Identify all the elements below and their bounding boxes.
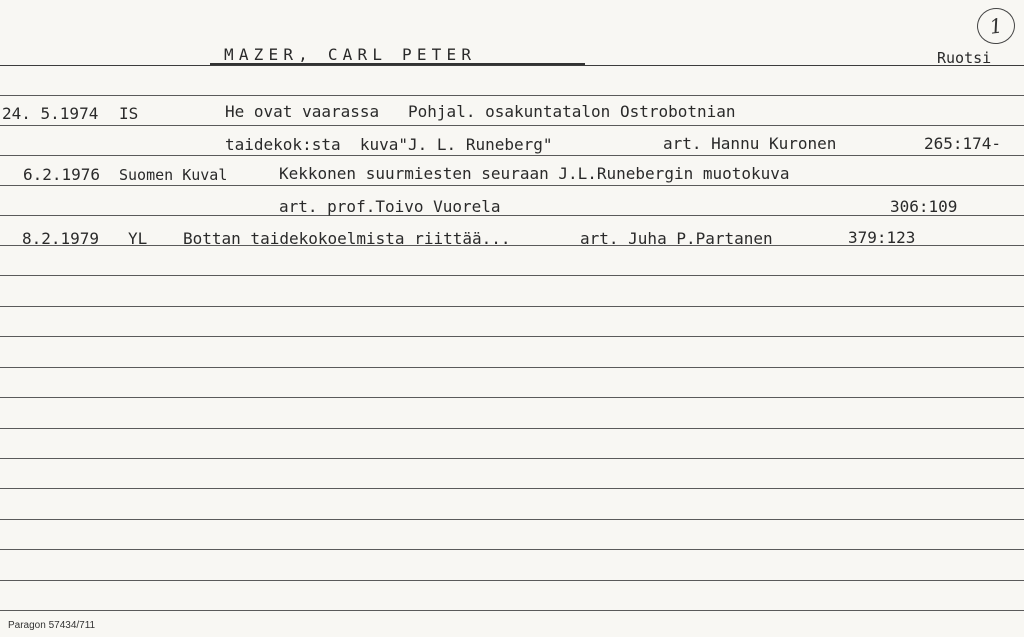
entry-ref: 379:123: [848, 228, 916, 247]
ruled-line: [0, 397, 1024, 398]
entry-title-line1: Kekkonen suurmiesten seuraan J.L.Runebergin muotokuva: [279, 164, 790, 183]
entry-ref: 265:174-: [924, 134, 1002, 153]
printer-mark: Paragon 57434/711: [8, 620, 96, 631]
entry-date: 6.2.1976: [23, 165, 101, 184]
ruled-line: [0, 215, 1024, 216]
country-label: Ruotsi: [937, 49, 992, 67]
ruled-line: [0, 488, 1024, 489]
ruled-line: [0, 275, 1024, 276]
entry-source: YL: [128, 229, 148, 248]
ruled-line: [0, 610, 1024, 611]
ruled-line: [0, 519, 1024, 520]
ruled-line: [0, 428, 1024, 429]
entry-author: art. Juha P.Partanen: [580, 229, 773, 248]
card-number: [975, 6, 1018, 47]
entry-source: Suomen Kuval: [119, 166, 228, 184]
header-rule: [0, 65, 1024, 66]
ruled-line: [0, 458, 1024, 459]
entry-source: IS: [119, 104, 139, 123]
entry-title-line1: Bottan taidekokoelmista riittää...: [183, 229, 511, 248]
entry-author: art. Hannu Kuronen: [663, 134, 837, 153]
entry-date: 8.2.1979: [22, 229, 100, 248]
ruled-line: [0, 155, 1024, 156]
ruled-line: [0, 95, 1024, 96]
ruled-line: [0, 367, 1024, 368]
ruled-line: [0, 549, 1024, 550]
entry-title-line2: art. prof.Toivo Vuorela: [279, 197, 501, 216]
ruled-line: [0, 306, 1024, 307]
name-underline: [210, 63, 585, 65]
entry-title-line1: He ovat vaarassa Pohjal. osakuntatalon Ostrobotnian: [225, 102, 736, 121]
entry-date: 24. 5.1974: [2, 104, 99, 123]
entry-title-line2: taidekok:sta kuva"J. L. Runeberg": [225, 135, 553, 154]
entry-ref: 306:109: [890, 197, 958, 216]
person-name: MAZER, CARL PETER: [224, 45, 477, 64]
ruled-line: [0, 336, 1024, 337]
ruled-line: [0, 125, 1024, 126]
ruled-line: [0, 185, 1024, 186]
ruled-line: [0, 580, 1024, 581]
card-number-text: 1: [988, 13, 1004, 39]
